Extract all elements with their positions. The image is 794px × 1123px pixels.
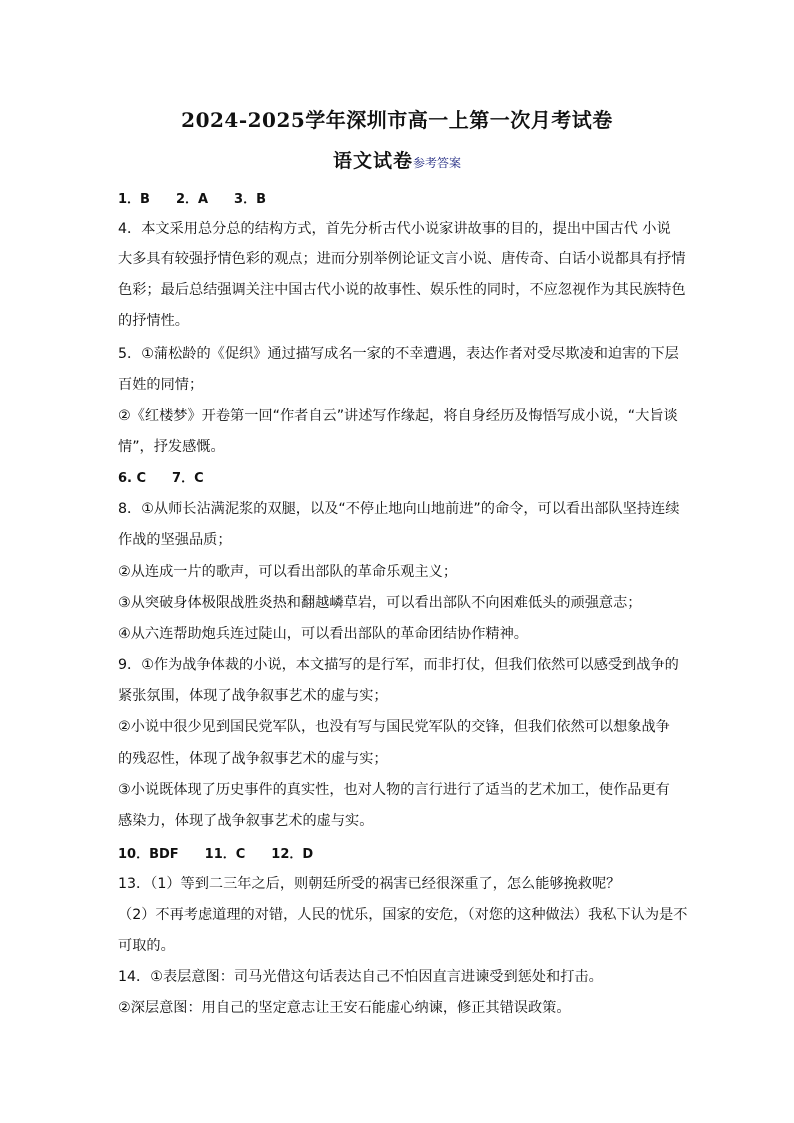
answer-line: 13．（1）等到二三年之后，则朝廷所受的祸害已经很深重了，怎么能够挽救呢？ (118, 876, 621, 892)
answer-line: ②深层意图：用自己的坚定意志让王安石能虚心纳谏，修正其错误政策。 (118, 1000, 571, 1016)
answer-line: ②从连成一片的歌声，可以看出部队的革命乐观主义； (118, 564, 458, 580)
answer-line: 14．①表层意图：司马光借这句话表达自己不怕因直言进谏受到惩处和打击。 (118, 969, 603, 985)
answer-line: ②小说中很少见到国民党军队，也没有写与国民党军队的交锋，但我们依然可以想象战争 (118, 719, 670, 735)
answer-line: 8．①从师长沾满泥浆的双腿，以及“不停止地向山地前进”的命令，可以看出部队坚持连续 (118, 501, 680, 517)
answer-line: ④从六连帮助炮兵连过陡山，可以看出部队的革命团结协作精神。 (118, 626, 528, 642)
page-title: 2024-2025学年深圳市高一上第一次月考试卷 (181, 108, 613, 132)
answer-line: 1．B 2．A 3．B (118, 192, 267, 207)
answer-line: 10．BDF 11．C 12．D (118, 847, 314, 862)
answer-line: ②《红楼梦》开卷第一回“作者自云”讲述写作缘起，将自身经历及悔悟写成小说，“大旨谈 (118, 408, 678, 424)
subtitle-tag: 参考答案 (413, 156, 462, 170)
answer-line: 4．本文采用总分总的结构方式，首先分析古代小说家讲故事的目的，提出中国古代 小说 (118, 221, 671, 237)
subtitle-main: 语文试卷 (332, 150, 413, 172)
answer-line: 情”，抒发感慨。 (118, 439, 225, 455)
answer-line: 5．①蒲松龄的《促织》通过描写成名一家的不幸遭遇，表达作者对受尽欺凌和迫害的下层 (118, 346, 679, 362)
answer-line: ③从突破身体极限战胜炎热和翻越嶙草岩，可以看出部队不向困难低头的顽强意志； (118, 595, 642, 611)
answer-line: 百姓的同情； (118, 377, 204, 393)
answer-line: 可取的。 (118, 938, 175, 954)
answer-line: 9．①作为战争体裁的小说，本文描写的是行军，而非打仗，但我们依然可以感受到战争的 (118, 657, 679, 673)
answer-line: 色彩；最后总结强调关注中国古代小说的故事性、娱乐性的同时，不应忽视作为其民族特色 (118, 282, 686, 298)
answer-line: ③小说既体现了历史事件的真实性，也对人物的言行进行了适当的艺术加工，使作品更有 (118, 782, 670, 798)
answer-line: 的抒情性。 (118, 313, 189, 329)
answer-line: 紧张氛围，体现了战争叙事艺术的虚与实； (118, 688, 388, 704)
answer-line: （2）不再考虑道理的对错，人民的忧乐，国家的安危，（对您的这种做法）我私下认为是不 (118, 907, 688, 923)
answer-line: 6. C 7．C (118, 471, 204, 486)
answer-line: 大多具有较强抒情色彩的观点；进而分别举例论证文言小说、唐传奇、白话小说都具有抒情 (118, 251, 686, 267)
page-subtitle (0, 146, 794, 173)
answer-line: 作战的坚强品质； (118, 532, 232, 548)
answer-line: 的残忍性，体现了战争叙事艺术的虚与实； (118, 751, 388, 767)
answer-line: 感染力，体现了战争叙事艺术的虚与实。 (118, 813, 374, 829)
